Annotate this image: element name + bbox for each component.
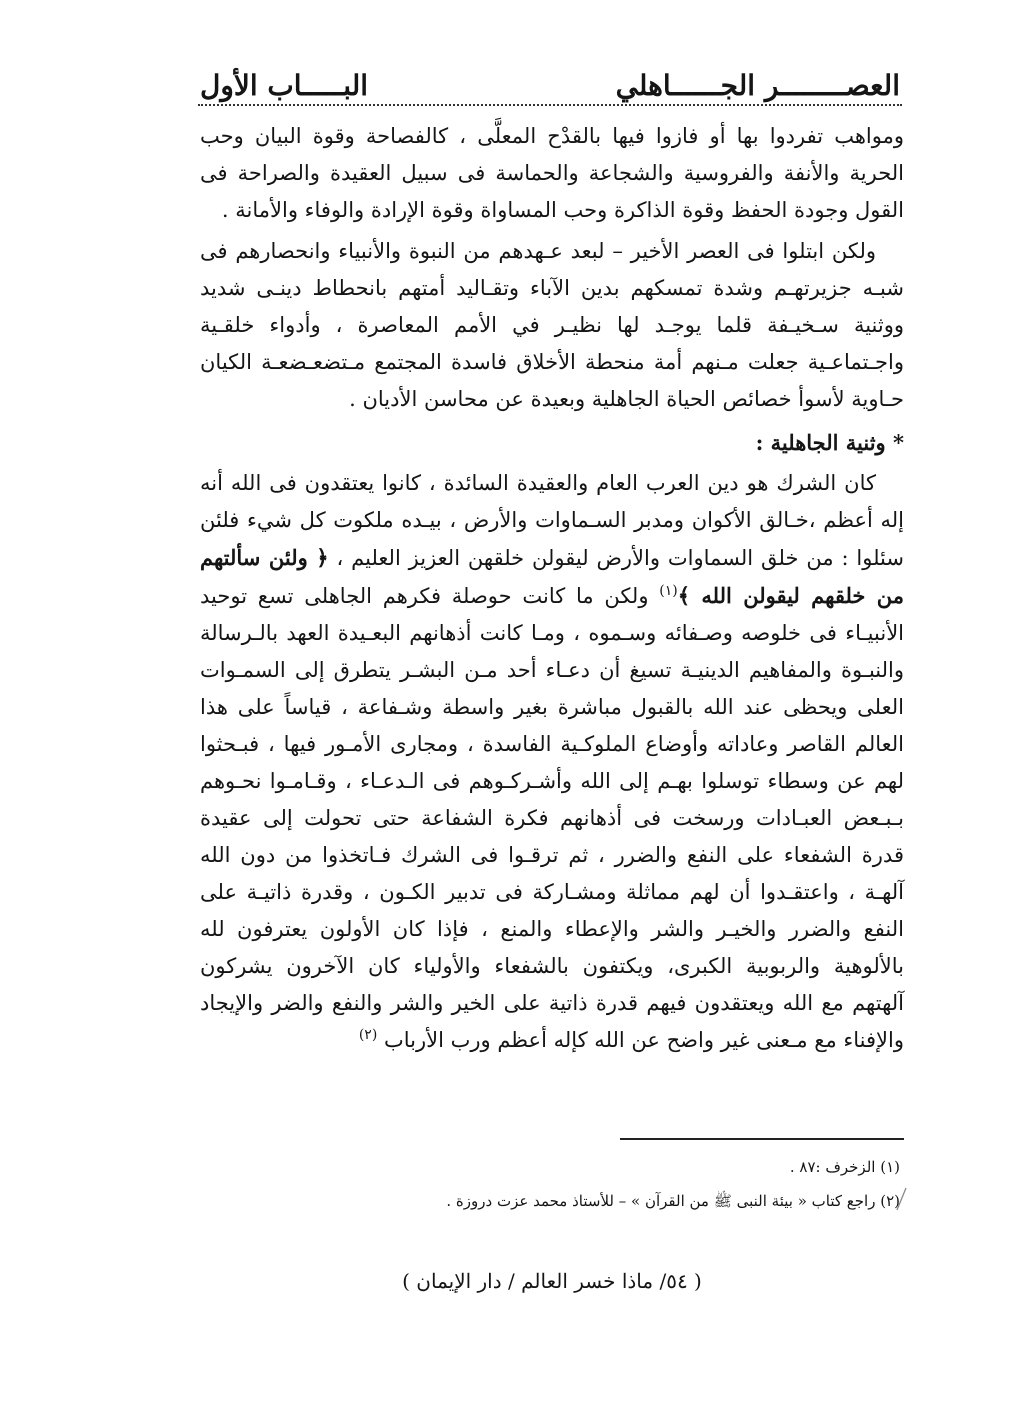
header-chapter-title: البـــــاب الأول xyxy=(200,69,369,102)
quran-verse: ﴿ ولئن سألتهم من خلقهم ليقولن الله ﴾ xyxy=(200,545,904,608)
paragraph-2: ولكن ابتلوا فى العصر الأخير – لبعد عـهدهم من النبوة والأنبياء وانحصارهم فى شبـه جزيرتهـم وشدة تمسكهم بدين الآباء وتقـاليد أمتهم بانحطاط دينـى شديد ووثنية سـخيـفة قلما يوجـد لها نظيـر في الأمم المعاصرة ، وأدواء خلقـية واجـتماعـية جعلت مـنهم أمة منحطة الأخلاق فاسدة المجتمع مـتضعـضعـة الكيان حـاوية لأسوأ خصائص الحياة الجاهلية وبعيدة عن محاسن الأديان . xyxy=(200,239,904,411)
paragraph-3 xyxy=(200,465,904,1059)
paragraph-3-part-a: كان الشرك هو دين العرب العام والعقيدة السائدة ، كانوا يعتقدون فى الله أنه إله أعظم ،خـالق الأكوان ومدبر السـماوات والأرض ، بيـده ملكوت كل شيء فلئن سئلوا : من خلق السماوات والأرض ليقولن خلقهن العزيز العليم ، xyxy=(200,471,904,570)
footnote-2: (٢) راجع كتاب « بيئة النبى ﷺ من القرآن » – للأستاذ محمد عزت دروزة . xyxy=(446,1192,900,1210)
footnote-ref-1: (١) xyxy=(659,583,678,599)
margin-pen-mark xyxy=(893,1186,909,1214)
header-dotted-rule xyxy=(198,104,902,106)
footnote-ref-2: (٢) xyxy=(358,1027,378,1043)
header-era-title: العصــــــــر الجــــــاهلي xyxy=(615,69,900,102)
section-heading: * وثنية الجاهلية : xyxy=(755,430,904,455)
running-header xyxy=(200,60,900,104)
main-text xyxy=(200,118,904,1059)
paragraph-3-part-b: ولكن ما كانت حوصلة فكرهم الجاهلى تسع توحيد الأنبيـاء فى خلوصه وصـفائه وسـموه ، ومـا كانت أذهانهم البعـيدة العهد بالـرسالة والنبـوة والمفاهيم الدينيـة تسيغ أن دعـاء أحد مـن البشـر يتطرق إلى السمـوات العلى ويحظى عند الله بالقبول مباشرة بغير واسطة وشـفاعة ، قياساً على هذا العالم القاصر وعاداته وأوضاع الملوكـية الفاسدة ، ومجارى الأمـور فيها ، فبـحثوا لهم عن وسطاء توسلوا بهـم إلى الله وأشـركـوهم فى الـدعـاء ، وقـامـوا نحـوهم بـبـعض العبـادات ورسخت فى أذهانهم فكرة الشفاعة حتى تحولت إلى عقيدة قدرة الشفعاء على النفع والضرر ، ثم ترقـوا فى الشرك فـاتخذوا من دون الله آلهـة ، واعتقـدوا أن لهم مماثلة ومشـاركة فى تدبير الكـون ، وقدرة ذاتيـة على النفع والضرر والخيـر والشر والإعطاء والمنع ، فإذا كان الأولون يعترفون لله بالألوهية والربوبية الكبرى، ويكتفون بالشفعاء والأولياء كان الآخرون يشركون آلهتهم مع الله ويعتقدون فيهم قدرة ذاتية على الخير والشر والنفع والضر والإيجاد والإفناء مع مـعنى غير واضح عن الله كإله أعظم ورب الأرباب xyxy=(200,584,905,1052)
footnote-1: (١) الزخرف :٨٧ . xyxy=(789,1158,900,1176)
paragraph-1: ومواهب تفردوا بها أو فازوا فيها بالقدْح المعلَّى ، كالفصاحة وقوة البيان وحب الحرية والأنفة والفروسية والشجاعة والحماسة فى سبيل العقيدة والصراحة فى القول وجودة الحفظ وقوة الذاكرة وحب المساواة وقوة الإرادة والوفاء والأمانة . xyxy=(200,124,904,222)
footnotes xyxy=(300,1150,900,1218)
footnote-separator xyxy=(620,1138,904,1140)
page-footer: ( ٥٤/ ماذا خسر العالم / دار الإيمان ) xyxy=(402,1269,702,1293)
